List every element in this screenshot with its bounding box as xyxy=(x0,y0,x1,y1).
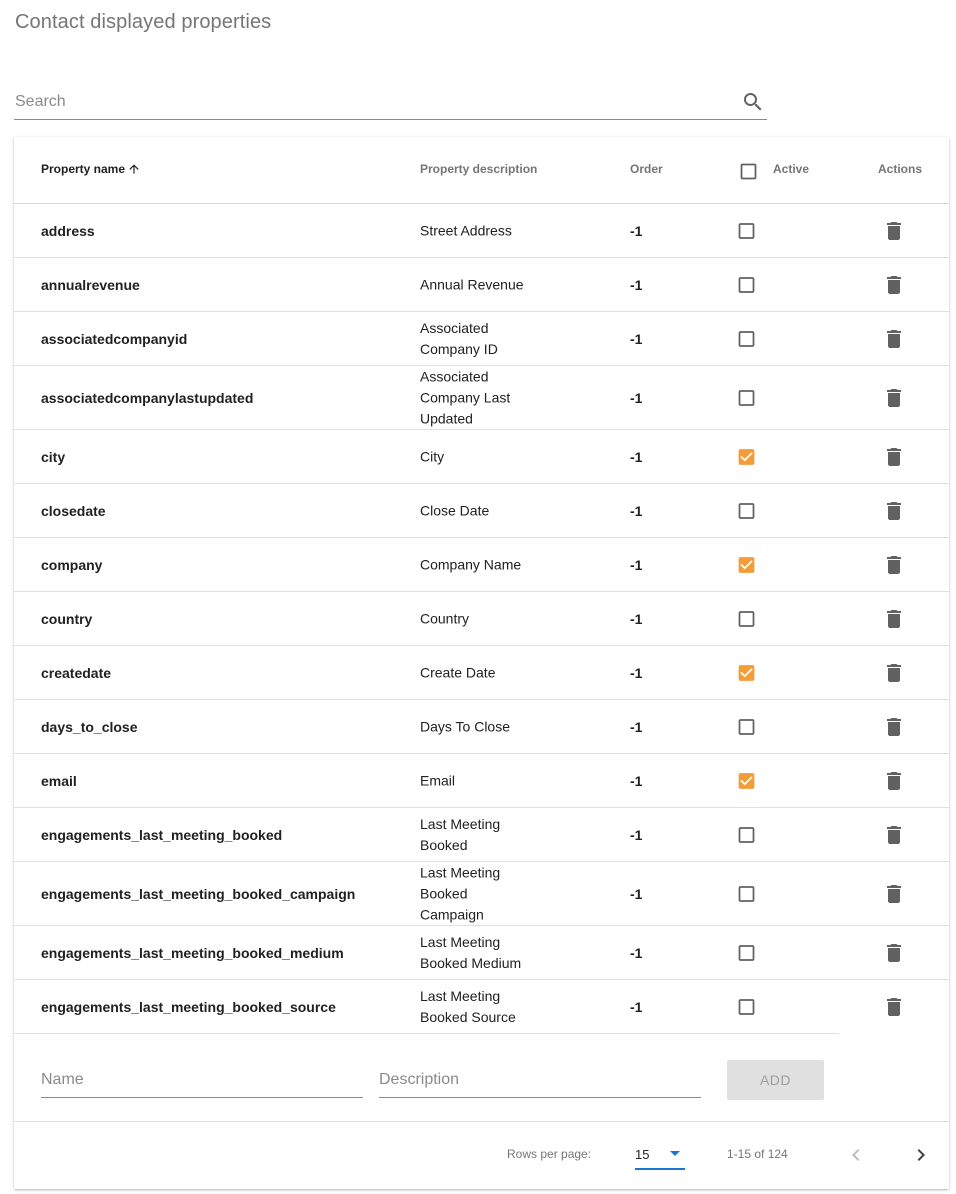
delete-icon[interactable] xyxy=(882,327,906,351)
property-description-cell xyxy=(420,220,530,241)
property-name-cell: associatedcompanylastupdated xyxy=(41,389,254,406)
name-field-wrap xyxy=(41,1064,363,1098)
active-checkbox[interactable] xyxy=(736,608,757,629)
property-name-cell: country xyxy=(41,610,93,627)
property-description-line: City xyxy=(420,448,445,464)
rows-per-page-label: Rows per page: xyxy=(507,1147,592,1161)
column-header-property-name[interactable] xyxy=(41,162,141,176)
property-name-cell: associatedcompanyid xyxy=(41,330,188,347)
property-description-cell xyxy=(420,814,530,856)
property-description-line: Days To Close xyxy=(420,718,511,734)
property-description-cell xyxy=(420,608,530,629)
table-row xyxy=(14,700,949,754)
active-checkbox-checked[interactable] xyxy=(736,554,757,575)
property-description-line: Create Date xyxy=(420,664,496,680)
active-checkbox-checked[interactable] xyxy=(736,446,757,467)
order-cell: -1 xyxy=(630,502,643,519)
property-description-line: Company ID xyxy=(420,340,498,357)
table-row xyxy=(14,646,949,700)
chevron-left-icon[interactable] xyxy=(844,1143,868,1167)
property-name-cell: engagements_last_meeting_booked xyxy=(41,826,283,843)
property-description-line: Street Address xyxy=(420,222,512,238)
order-cell: -1 xyxy=(630,885,643,902)
delete-icon[interactable] xyxy=(882,661,906,685)
property-description-line: Last Meeting xyxy=(420,987,501,1004)
property-name-cell: email xyxy=(41,772,77,789)
property-description-line: Associated xyxy=(420,368,489,384)
active-checkbox[interactable] xyxy=(736,387,757,408)
table-row xyxy=(14,430,949,484)
property-description-cell xyxy=(420,770,530,791)
properties-table-card xyxy=(14,137,949,1189)
active-checkbox[interactable] xyxy=(736,942,757,963)
order-cell: -1 xyxy=(630,448,643,465)
property-description-cell xyxy=(420,366,530,429)
delete-icon[interactable] xyxy=(882,941,906,965)
property-description-line: Last Meeting xyxy=(420,864,501,880)
rows-per-page-value: 15 xyxy=(635,1147,650,1162)
add-property-form xyxy=(14,1034,949,1122)
order-cell: -1 xyxy=(630,998,643,1015)
chevron-right-icon[interactable] xyxy=(909,1143,933,1167)
property-description-line: Country xyxy=(420,610,470,626)
table-row xyxy=(14,258,949,312)
name-field[interactable] xyxy=(41,1064,363,1096)
property-name-cell: address xyxy=(41,222,95,239)
description-field-wrap xyxy=(379,1064,701,1098)
property-description-cell xyxy=(420,274,530,295)
property-name-cell: company xyxy=(41,556,103,573)
delete-icon[interactable] xyxy=(882,553,906,577)
property-name-cell: engagements_last_meeting_booked_medium xyxy=(41,944,344,961)
search-input[interactable] xyxy=(14,84,724,119)
property-description-line: Company Name xyxy=(420,556,522,572)
table-row xyxy=(14,204,949,258)
table-body xyxy=(14,204,949,1034)
table-row xyxy=(14,312,949,366)
column-header-active[interactable]: Active xyxy=(773,162,810,176)
table-row xyxy=(14,592,949,646)
table-row xyxy=(14,754,949,808)
delete-icon[interactable] xyxy=(882,386,906,410)
delete-icon[interactable] xyxy=(882,219,906,243)
property-description-line: Booked Source xyxy=(420,1008,516,1025)
order-cell: -1 xyxy=(630,556,643,573)
pagination xyxy=(14,1123,949,1189)
delete-icon[interactable] xyxy=(882,769,906,793)
column-header-actions: Actions xyxy=(878,162,923,176)
active-checkbox[interactable] xyxy=(736,996,757,1017)
order-cell: -1 xyxy=(630,330,643,347)
delete-icon[interactable] xyxy=(882,995,906,1019)
arrow-up-icon xyxy=(127,162,141,176)
page-title: Contact displayed properties xyxy=(15,11,272,33)
column-header-order[interactable]: Order xyxy=(630,162,663,176)
active-checkbox-checked[interactable] xyxy=(736,662,757,683)
delete-icon[interactable] xyxy=(882,882,906,906)
order-cell: -1 xyxy=(630,772,643,789)
delete-icon[interactable] xyxy=(882,445,906,469)
select-all-checkbox[interactable] xyxy=(738,161,759,182)
rows-per-page-select[interactable] xyxy=(635,1138,685,1170)
property-description-cell xyxy=(420,446,530,467)
search-icon[interactable] xyxy=(741,90,765,114)
property-description-cell xyxy=(420,500,530,521)
property-name-cell: closedate xyxy=(41,502,106,519)
search-bar xyxy=(14,84,767,120)
active-checkbox[interactable] xyxy=(736,500,757,521)
property-description-line: Annual Revenue xyxy=(420,276,524,292)
property-description-cell xyxy=(420,932,530,974)
table-row xyxy=(14,808,949,862)
property-description-line: Booked Medium xyxy=(420,954,522,971)
table-row xyxy=(14,366,949,430)
column-header-property-description[interactable]: Property description xyxy=(420,162,538,176)
active-checkbox[interactable] xyxy=(736,274,757,295)
column-header-property-name-label: Property name xyxy=(41,162,126,176)
active-checkbox-checked[interactable] xyxy=(736,770,757,791)
property-name-cell: createdate xyxy=(41,664,112,681)
delete-icon[interactable] xyxy=(882,823,906,847)
active-checkbox[interactable] xyxy=(736,328,757,349)
active-checkbox[interactable] xyxy=(736,716,757,737)
delete-icon[interactable] xyxy=(882,715,906,739)
property-name-cell: engagements_last_meeting_booked_campaign xyxy=(41,885,356,902)
property-description-line: Last Meeting xyxy=(420,933,501,950)
property-description-cell xyxy=(420,986,530,1028)
table-header xyxy=(14,137,949,204)
property-description-line: Associated xyxy=(420,319,489,336)
order-cell: -1 xyxy=(630,664,643,681)
property-description-cell xyxy=(420,554,530,575)
order-cell: -1 xyxy=(630,276,643,293)
property-description-line: Company Last xyxy=(420,389,511,405)
property-name-cell: annualrevenue xyxy=(41,276,140,293)
property-description-line: Booked xyxy=(420,836,468,853)
property-name-cell: engagements_last_meeting_booked_source xyxy=(41,998,336,1015)
description-field[interactable] xyxy=(379,1064,701,1096)
property-description-line: Campaign xyxy=(420,906,484,922)
order-cell: -1 xyxy=(630,718,643,735)
table-row xyxy=(14,980,839,1034)
active-checkbox[interactable] xyxy=(736,883,757,904)
caret-down-icon xyxy=(670,1151,680,1156)
order-cell: -1 xyxy=(630,389,643,406)
active-checkbox[interactable] xyxy=(736,220,757,241)
property-name-cell: city xyxy=(41,448,66,465)
delete-icon[interactable] xyxy=(882,607,906,631)
property-description-line: Email xyxy=(420,772,456,788)
property-description-cell xyxy=(420,318,530,360)
property-description-cell xyxy=(420,716,530,737)
property-description-line: Booked xyxy=(420,885,468,901)
property-description-line: Last Meeting xyxy=(420,815,501,832)
order-cell: -1 xyxy=(630,826,643,843)
property-description-cell xyxy=(420,662,530,683)
order-cell: -1 xyxy=(630,944,643,961)
delete-icon[interactable] xyxy=(882,273,906,297)
order-cell: -1 xyxy=(630,610,643,627)
add-button[interactable]: ADD xyxy=(727,1060,824,1100)
table-row xyxy=(14,926,949,980)
pagination-range: 1-15 of 124 xyxy=(727,1147,788,1161)
property-description-line: Updated xyxy=(420,410,473,426)
order-cell: -1 xyxy=(630,222,643,239)
table-row xyxy=(14,538,949,592)
property-description-cell xyxy=(420,862,530,925)
property-description-line: Close Date xyxy=(420,502,490,518)
active-checkbox[interactable] xyxy=(736,824,757,845)
table-row xyxy=(14,484,949,538)
delete-icon[interactable] xyxy=(882,499,906,523)
table-row xyxy=(14,862,949,926)
property-name-cell: days_to_close xyxy=(41,718,138,735)
